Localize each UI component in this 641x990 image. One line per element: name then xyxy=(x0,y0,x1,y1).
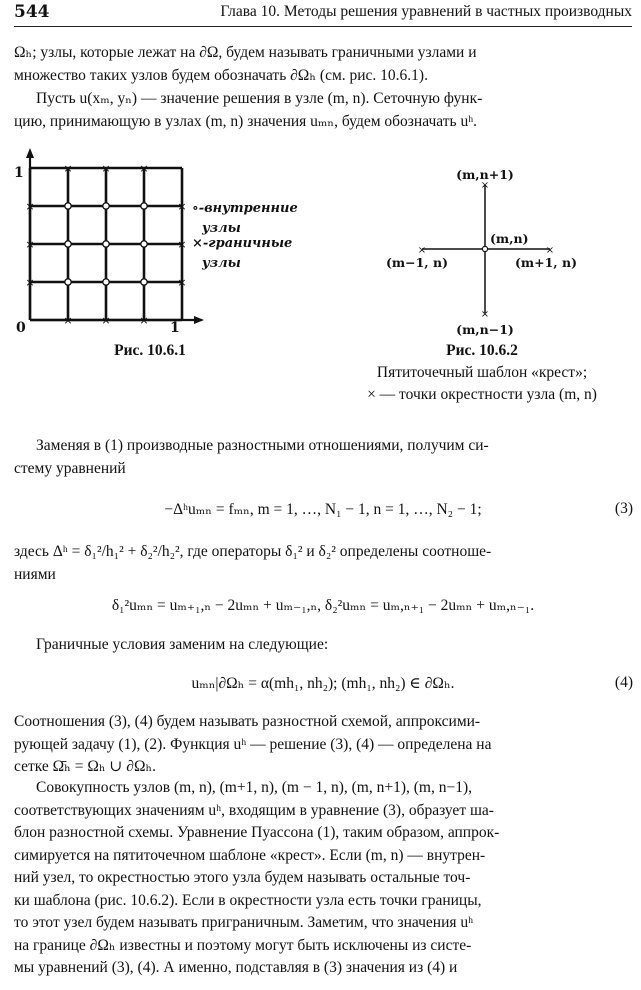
center-node xyxy=(482,246,487,251)
svg-text:×: × xyxy=(139,314,149,327)
svg-text:×: × xyxy=(417,245,427,256)
paragraph-boundary-nodes xyxy=(14,42,632,87)
text-line: стему уравнений xyxy=(14,459,126,477)
svg-text:×: × xyxy=(101,162,111,175)
text-line: Соотношения (3), (4) будем называть разностной схемой, аппроксими- xyxy=(14,713,481,730)
text-line: ки шаблона (рис. 10.6.2). Если в окрестности узла есть точки границы, xyxy=(14,891,482,909)
text-line: рующей задачу (1), (2). Функция uʰ — решение (3), (4) — определена на xyxy=(14,735,492,753)
paragraph-difference-replacement xyxy=(14,435,632,480)
paragraph-laplacian xyxy=(14,541,632,586)
svg-text:×: × xyxy=(63,314,73,327)
svg-text:×: × xyxy=(177,200,187,213)
label-center: (m,n) xyxy=(490,231,529,246)
page-header xyxy=(14,0,632,27)
svg-text:×: × xyxy=(25,200,35,213)
caption-line: × — точки окрестности узла (m, n) xyxy=(367,386,597,403)
axis-label-x0: 0 xyxy=(16,320,26,336)
svg-text:×: × xyxy=(25,276,35,289)
svg-text:×: × xyxy=(63,162,73,175)
text-line: Совокупность узлов (m, n), (m+1, n), (m − 1, n), (m, n+1), (m, n−1), xyxy=(36,779,472,796)
text-line: здесь Δʰ = δ₁²/h₁² + δ₂²/h₂², где операторы δ₁² и δ₂² определены соотноше- xyxy=(14,543,492,560)
text-line: Пусть u(xₘ, yₙ) — значение решения в узле (m, n). Сеточную функ- xyxy=(36,90,483,107)
legend-boundary: ×-граничные xyxy=(192,236,293,251)
svg-text:×: × xyxy=(480,180,490,191)
svg-text:×: × xyxy=(25,238,35,251)
running-title: Глава 10. Методы решения уравнений в частных производных xyxy=(220,3,632,20)
equation-number-4: (4) xyxy=(614,674,633,691)
svg-text:×: × xyxy=(101,314,111,327)
equation-number-3: (3) xyxy=(614,500,633,517)
label-left: (m−1, n) xyxy=(386,255,449,270)
paragraph-difference-scheme xyxy=(14,711,632,779)
label-right: (m+1, n) xyxy=(515,255,578,270)
figure-caption-10-6-1: Рис. 10.6.1 xyxy=(114,342,186,359)
paragraph-stencil xyxy=(14,777,632,980)
equation-delta-operators: δ₁²uₘₙ = uₘ₊₁,ₙ − 2uₘₙ + uₘ₋₁,ₙ, δ₂²uₘₙ = uₘ,ₙ₊₁ − 2uₘₙ + uₘ,ₙ₋₁. xyxy=(111,597,535,614)
text-line: Граничные условия заменим на следующие: xyxy=(36,636,329,653)
text-line: то этот узел будем называть приграничным. Заметим, что значения uʰ xyxy=(14,914,474,931)
figure-caption-10-6-2 xyxy=(334,340,630,406)
svg-text:×: × xyxy=(545,245,555,256)
text-line: Заменяя в (1) производные разностными отношениями, получим си- xyxy=(36,437,489,454)
text-line: Ωₕ; узлы, которые лежат на ∂Ω, будем называть граничными узлами и xyxy=(14,44,477,61)
axis-arrows xyxy=(30,152,200,320)
svg-text:×: × xyxy=(177,238,187,251)
paragraph-grid-function xyxy=(14,88,632,133)
x-arrow-icon xyxy=(194,316,204,324)
text-line: на границе ∂Ωₕ известны и поэтому могут быть исключены из систе- xyxy=(14,936,472,954)
legend-interior-cont: узлы xyxy=(202,221,241,236)
text-line: цию, принимающую в узлах (m, n) значения uₘₙ, будем обозначать uʰ. xyxy=(14,112,478,130)
text-line: ниями xyxy=(14,565,56,583)
text-line: мы уравнений (3), (4). А именно, подставляя в (3) значения из (4) и xyxy=(14,959,458,976)
legend-interior: ∘-внутренние xyxy=(192,201,298,216)
axis-label-x1: 1 xyxy=(170,320,180,336)
figure-cross-stencil xyxy=(380,163,590,341)
figure-grid xyxy=(10,148,320,348)
caption-title: Рис. 10.6.2 xyxy=(446,342,518,359)
svg-text:×: × xyxy=(177,276,187,289)
label-top: (m,n+1) xyxy=(456,167,514,182)
caption-line: Пятиточечный шаблон «крест»; xyxy=(376,364,588,381)
label-bottom: (m,n−1) xyxy=(456,322,514,337)
text-line: ний узел, то окрестностью этого узла будем называть остальные точ- xyxy=(14,869,471,886)
page-number: 544 xyxy=(14,2,50,22)
legend-boundary-cont: узлы xyxy=(202,256,241,271)
paragraph-boundary-conditions xyxy=(14,634,632,657)
text-line: соответствующих значениям uʰ, входящим в уравнение (3), образует ша- xyxy=(14,801,494,819)
equation-3: −Δʰuₘₙ = fₘₙ, m = 1, …, N₁ − 1, n = 1, …, N₂ − 1; xyxy=(164,501,482,518)
svg-text:×: × xyxy=(480,309,490,320)
y-arrow-icon xyxy=(26,148,34,158)
svg-text:×: × xyxy=(139,162,149,175)
axis-label-y1: 1 xyxy=(14,165,24,181)
text-line: блон разностной схемы. Уравнение Пуассона (1), таким образом, аппрок- xyxy=(14,824,500,841)
text-line: симируется на пятиточечном шаблоне «крест». Если (m, n) — внутрен- xyxy=(14,846,486,864)
equation-4: uₘₙ|∂Ωₕ = α(mh₁, nh₂); (mh₁, nh₂) ∈ ∂Ωₕ. xyxy=(191,675,455,692)
text-line: сетке Ω̄ₕ = Ωₕ ∪ ∂Ωₕ. xyxy=(14,758,157,775)
text-line: множество таких узлов будем обозначать ∂Ωₕ (см. рис. 10.6.1). xyxy=(14,66,428,84)
